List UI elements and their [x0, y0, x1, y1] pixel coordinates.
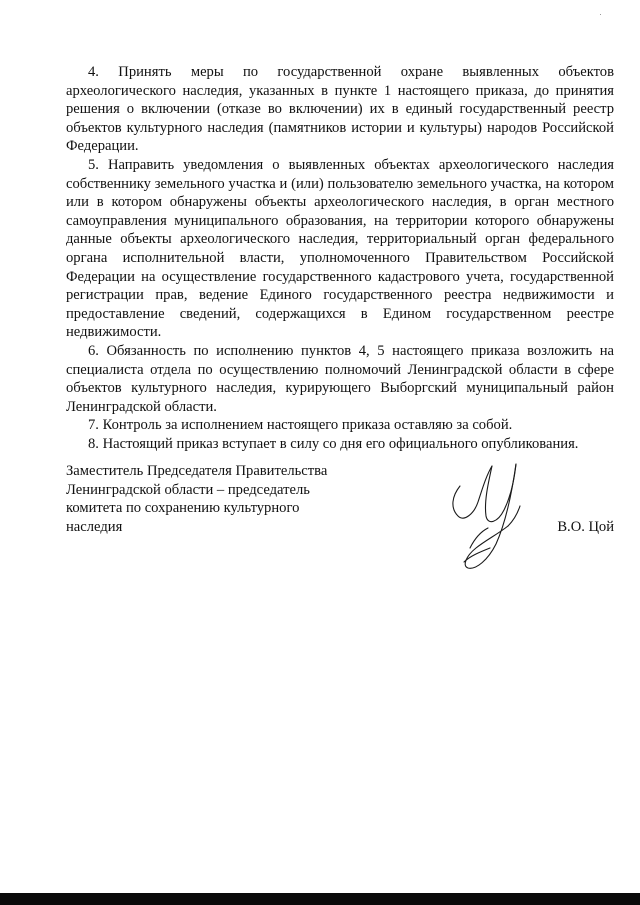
paragraph-item-6: 6. Обязанность по исполнению пунктов 4, 5 настоящего приказа возложить на специалиста отдела по осуществлению полномочий Ленинградской области в сфере объектов культурного наследия, курирующего Выборгский муниципальный район Ленинградской области.	[66, 342, 614, 415]
signatory-title-line: Заместитель Председателя Правительства	[66, 463, 328, 479]
signatory-title-line: Ленинградской области – председатель	[66, 481, 310, 498]
paragraph-item-7: 7. Контроль за исполнением настоящего приказа оставляю за собой.	[88, 417, 513, 434]
scan-speck	[600, 14, 601, 15]
signatory-title	[66, 462, 386, 536]
paragraph-item-8: 8. Настоящий приказ вступает в силу со дня его официального опубликования.	[88, 435, 579, 452]
scan-bottom-edge	[0, 893, 640, 905]
paragraph-item-4: 4. Принять меры по государственной охране выявленных объектов археологического наследия, указанных в пункте 1 настоящего приказа, до принятия решения о включении (отказе во включении) их в единый государственный реестр объектов культурного наследия (памятников истории и культуры) народов Российской Федерации.	[66, 64, 614, 155]
paragraph-item-5: 5. Направить уведомления о выявленных объектах археологического наследия собственнику земельного участка и (или) пользователю земельного участка, на котором или в котором обнаружены объекты археологического наследия, в орган местного самоуправления муниципального образования, на территории которого обнаружены данные объекты археологического наследия, территориальный орган федерального органа исполнительной власти, уполномоченного Правительством Российской Федерации на осуществление государственного кадастрового учета, государственной регистрации прав, ведение Единого государственного реестра недвижимости и предоставление сведений, содержащихся в Едином государственном реестре недвижимости.	[66, 156, 614, 341]
signatory-title-line: наследия	[66, 518, 123, 535]
handwritten-signature	[440, 452, 540, 584]
signatory-name: В.О. Цой	[557, 519, 614, 535]
signatory-title-line: комитета по сохранению культурного	[66, 500, 300, 517]
document-body	[66, 63, 614, 453]
